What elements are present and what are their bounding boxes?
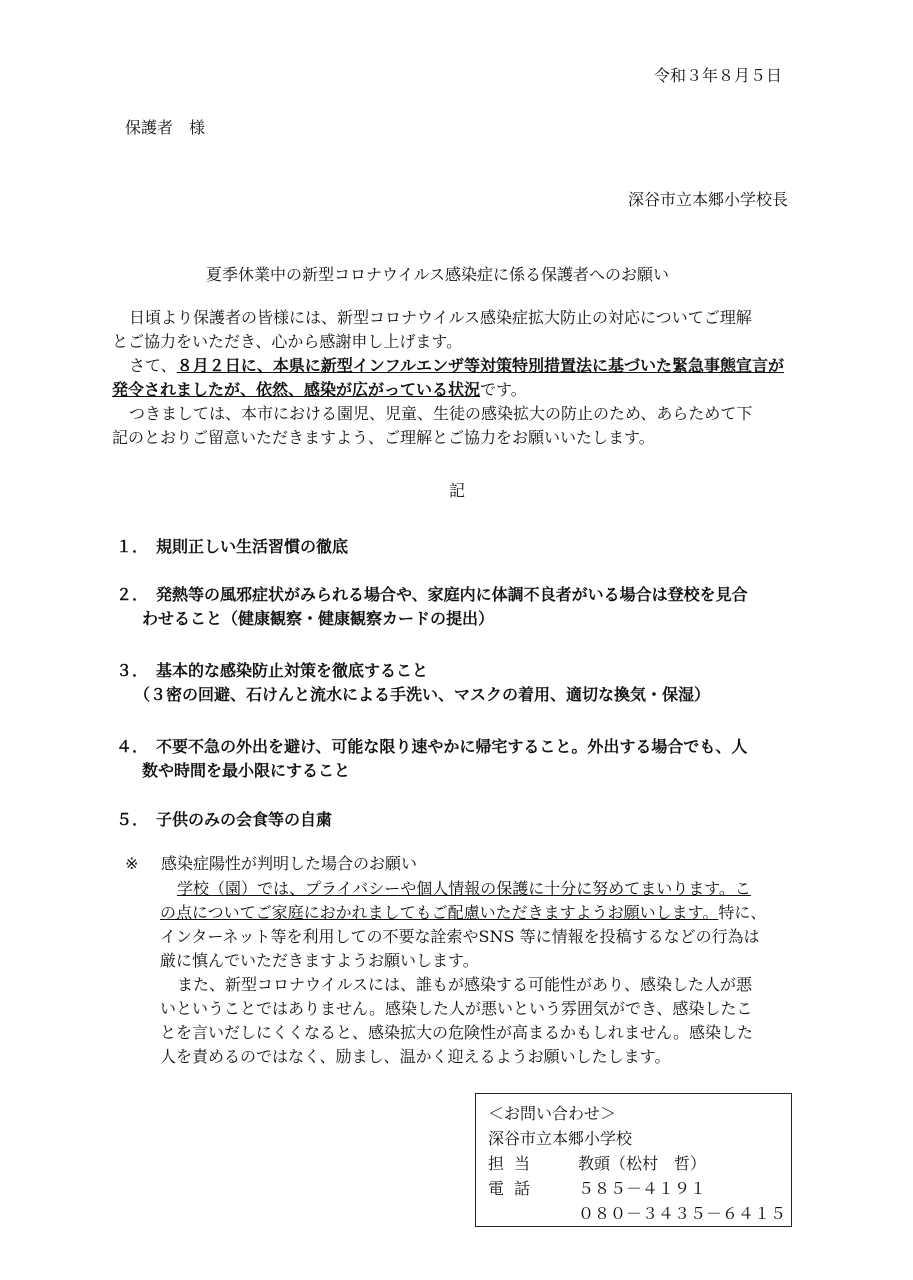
list-item-1: [116, 535, 348, 559]
intro-p2-prefix: さて、: [129, 356, 177, 375]
note-underlined-text: 学校（園）では、プライバシーや個人情報の保護に十分に努めてまいります。こ: [177, 879, 751, 898]
addressee: 保護者 様: [125, 118, 206, 137]
item-text: 子供のみの会食等の自粛: [156, 810, 333, 829]
item-text-cont: （３密の回避、石けんと流水による手洗い、マスクの着用、適切な換気・保湿）: [134, 685, 711, 704]
item-text-cont: わせること（健康観察・健康観察カードの提出）: [142, 609, 495, 628]
list-item-3: [116, 659, 710, 707]
intro-p2-emphasis-1: ８月２日に、本県に新型インフルエンザ等対策特別措置法に基づいた緊急事態宣言が: [176, 356, 785, 375]
contact-phone-label: 電話: [488, 1179, 541, 1198]
intro-p2-emphasis-2: 発令されましたが、依然、感染が広がっている状況: [112, 380, 481, 399]
ki-heading: 記: [449, 481, 466, 500]
contact-school: 深谷市立本郷小学校: [488, 1129, 633, 1148]
intro-p2-line1: [112, 354, 812, 378]
item-number: ２．: [116, 585, 149, 604]
item-text-cont: 数や時間を最小限にすること: [142, 761, 351, 780]
contact-person: 教頭（松村 哲）: [578, 1154, 707, 1173]
contact-person-row: [488, 1151, 706, 1174]
list-item-4: [116, 735, 747, 783]
item-text: 基本的な感染防止対策を徹底すること: [156, 661, 429, 680]
list-item-5: [116, 808, 332, 832]
contact-phone-1: ５８５－４１９１: [578, 1179, 707, 1198]
item-number: ４．: [116, 737, 149, 756]
note-line: とを言いだしにくくなると、感染拡大の危険性が高まるかもしれません。感染した: [160, 1023, 753, 1042]
note-heading-row: [125, 852, 417, 876]
intro-p2-line2: [112, 378, 812, 402]
item-text: 規則正しい生活習慣の徹底: [156, 537, 349, 556]
list-item-2: [116, 583, 748, 631]
note-underlined-text: の点についてご家庭におかれましてもご配慮いただきますようお願いします。: [160, 903, 719, 922]
contact-phone-row-2: [488, 1201, 786, 1224]
note-heading: 感染症陽性が判明した場合のお願い: [161, 854, 418, 873]
intro-p3-line2: 記のとおりご留意いただきますよう、ご理解とご協力をお願いいたします。: [112, 428, 655, 447]
contact-phone-2: ０８０－３４３５－６４１５: [578, 1204, 787, 1223]
note-body: [160, 877, 810, 1069]
intro: [112, 306, 812, 450]
item-text: 発熱等の風邪症状がみられる場合や、家庭内に体調不良者がいる場合は登校を見合: [156, 585, 748, 604]
item-text: 不要不急の外出を避け、可能な限り速やかに帰宅すること。外出する場合でも、人: [156, 737, 748, 756]
intro-p3-line1: つきましては、本市における園児、児童、生徒の感染拡大の防止のため、あらためて下: [129, 404, 753, 423]
note-line: [160, 877, 810, 901]
intro-p1-line1: 日頃より保護者の皆様には、新型コロナウイルス感染症拡大防止の対応についてご理解: [129, 308, 752, 327]
note-line: 厳に慎んでいただきますようお願いします。: [160, 951, 479, 970]
note-text: 特に、: [718, 903, 767, 922]
note-line: また、新型コロナウイルスには、誰もが感染する可能性があり、感染した人が悪: [177, 975, 753, 994]
note-line: インターネット等を利用しての不要な詮索やSNS 等に情報を投稿するなどの行為は: [160, 927, 760, 946]
sender: 深谷市立本郷小学校長: [628, 190, 789, 209]
contact-box: [475, 1093, 792, 1227]
intro-p2-suffix: です。: [480, 380, 527, 399]
note-mark: ※: [125, 854, 139, 873]
intro-p1-line2: とご協力をいただき、心から感謝申し上げます。: [112, 332, 463, 351]
note-line: 人を責めるのではなく、励まし、温かく迎えるようお願いしたします。: [160, 1047, 671, 1066]
contact-person-label: 担当: [488, 1154, 541, 1173]
contact-phone-row: [488, 1176, 706, 1199]
item-number: ３．: [116, 661, 149, 680]
letter-title: 夏季休業中の新型コロナウイルス感染症に係る保護者へのお願い: [206, 265, 670, 284]
contact-heading: ＜お問い合わせ＞: [488, 1104, 617, 1123]
item-number: ５．: [116, 810, 149, 829]
item-number: １．: [116, 537, 149, 556]
letter-date: 令和３年８月５日: [654, 66, 783, 85]
note-line: [160, 901, 810, 925]
note-line: いということではありません。感染した人が悪いという雰囲気ができ、感染したこ: [160, 999, 753, 1018]
